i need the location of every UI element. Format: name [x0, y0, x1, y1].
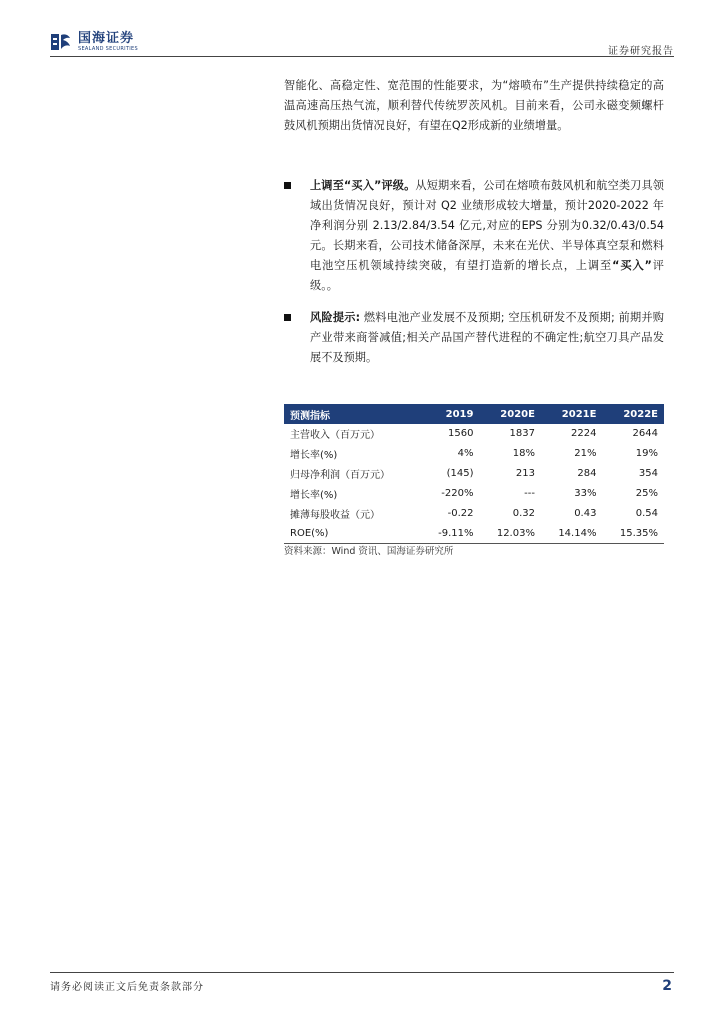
rating-heading: 上调至“买入”评级。 [310, 179, 416, 192]
rating-text-end: 评级。。 [310, 259, 664, 292]
table-row [284, 444, 664, 464]
table-cell: 1837 [479, 424, 540, 444]
table-header-cell: 预测指标 [284, 404, 421, 424]
disclaimer-note: 请务必阅读正文后免责条款部分 [50, 982, 204, 993]
table-row [284, 424, 664, 444]
logo-mark-icon [50, 32, 72, 52]
table-cell: 19% [602, 444, 664, 464]
table-cell: 21% [541, 444, 602, 464]
table-row [284, 464, 664, 484]
table-header-cell: 2019 [421, 404, 479, 424]
table-cell: 2224 [541, 424, 602, 444]
report-type-label: 证券研究报告 [608, 46, 674, 57]
table-cell: 33% [541, 484, 602, 504]
table-cell: --- [479, 484, 540, 504]
table-cell: -0.22 [421, 504, 479, 524]
table-cell: 1560 [421, 424, 479, 444]
table-cell: (145) [421, 464, 479, 484]
risk-text: 燃料电池产业发展不及预期; 空压机研发不及预期; 前期并购产业带来商誉减值;相关产品国产替代进程的不确定性;航空刀具产品发展不及预期。 [310, 311, 664, 364]
table-cell: -220% [421, 484, 479, 504]
table-header-cell: 2021E [541, 404, 602, 424]
table-row [284, 524, 664, 544]
table-cell: 0.32 [479, 504, 540, 524]
table-cell: 归母净利润（百万元） [284, 464, 421, 484]
table-cell: 25% [602, 484, 664, 504]
header-divider [50, 56, 674, 57]
table-cell: 2644 [602, 424, 664, 444]
table-cell: 主营收入（百万元） [284, 424, 421, 444]
square-bullet-icon [284, 314, 291, 321]
table-cell: 284 [541, 464, 602, 484]
table-cell: 增长率(%) [284, 484, 421, 504]
table-source-note: 资料来源：Wind 资讯、国海证券研究所 [284, 546, 454, 557]
table-cell: 0.43 [541, 504, 602, 524]
table-cell: 摊薄每股收益（元） [284, 504, 421, 524]
table-row [284, 504, 664, 524]
table-cell: 354 [602, 464, 664, 484]
table-header-cell: 2022E [602, 404, 664, 424]
table-cell: 12.03% [479, 524, 540, 544]
table-cell: 4% [421, 444, 479, 464]
table-cell: 18% [479, 444, 540, 464]
table-cell: 15.35% [602, 524, 664, 544]
square-bullet-icon [284, 182, 291, 189]
page-number: 2 [662, 978, 672, 994]
rating-text: 从短期来看，公司在熔喷布鼓风机和航空类刀具领域出货情况良好，预计对 Q2 业绩形成较大增量，预计2020-2022 年净利润分别 2.13/2.84/3.54 亿元,对应的EPS 分别为0.32/0.43/0.54元。长期来看，公司技术储备深厚，未来在光伏、半导体真空泵和燃料电池空压机领域持续突破，有望打造新的增长点，上调至 [310, 179, 664, 272]
table-cell: 14.14% [541, 524, 602, 544]
table-header-row [284, 404, 664, 424]
risk-paragraph [310, 308, 664, 368]
table-cell: -9.11% [421, 524, 479, 544]
rating-paragraph [310, 176, 664, 296]
table-row [284, 484, 664, 504]
table-cell: 213 [479, 464, 540, 484]
logo-english-name: SEALAND SECURITIES [78, 46, 138, 52]
company-logo [50, 32, 138, 52]
rating-bold-text: “买入” [612, 259, 652, 272]
table-cell: ROE(%) [284, 524, 421, 544]
intro-paragraph [284, 76, 664, 136]
table-cell: 增长率(%) [284, 444, 421, 464]
table-header-cell: 2020E [479, 404, 540, 424]
risk-heading: 风险提示: [310, 311, 361, 324]
footer-divider [50, 972, 674, 973]
forecast-table [284, 404, 664, 544]
logo-chinese-name: 国海证券 [78, 31, 135, 46]
intro-text: 智能化、高稳定性、宽范围的性能要求，为“熔喷布”生产提供持续稳定的高温高速高压热气流，顺利替代传统罗茨风机。目前来看，公司永磁变频螺杆鼓风机预期出货情况良好，有望在Q2形成新的业绩增量。 [284, 79, 664, 132]
page-header [0, 0, 724, 60]
table-cell: 0.54 [602, 504, 664, 524]
